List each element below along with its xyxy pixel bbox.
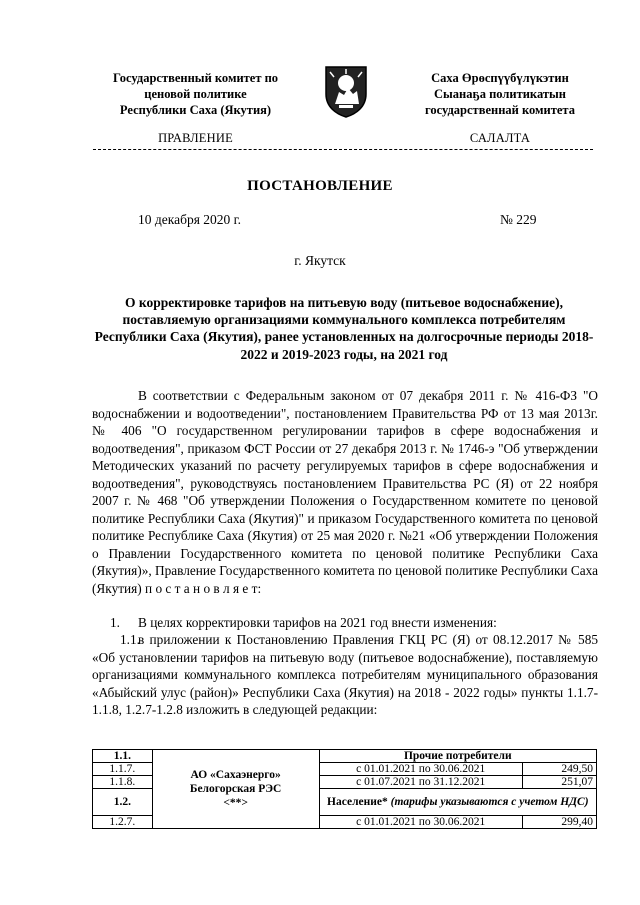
document-number: № 229 [500,212,537,227]
board-label-left: ПРАВЛЕНИЕ [158,131,233,145]
header-right-line-3: государственнай комитета [425,103,575,117]
row-code: 1.1.8. [93,776,153,789]
row-period: с 01.07.2021 по 31.12.2021 [319,776,522,789]
category-other-consumers: Прочие потребители [319,750,596,763]
row-code: 1.1. [93,750,153,763]
header-left-line-3: Республики Саха (Якутия) [119,103,272,117]
table-row [93,750,597,763]
header-left-line-1: Государственный комитет по [112,71,279,85]
org-line-2: Белогорская РЭС [189,783,282,795]
row-value: 299,40 [522,816,596,829]
header-right-line-2: Сыанаҕа политикатын [434,87,566,101]
header-right-org-name [385,70,615,118]
preamble-paragraph: В соответствии с Федеральным законом от 07 декабря 2011 г. № 416-ФЗ "О водоснабжении и водоотведении", постановлением Правительства РФ от 13 мая 2013г. № 406 "О государственном регулировании тарифов в сфере водоснабжения и водоотведения", приказом ФСТ России от 27 декабря 2013 г. № 1746-э "Об утверждении Методических указаний по расчету регулируемых тарифов в сфере водоснабжения и водоотведения", руководствуясь постановлением Правительства РС (Я) от 22 ноября 2007 г. № 468 "Об утверждении Положения о Государственном комитете по ценовой политике Республики Саха (Якутия)" и приказом Государственного комитета по ценовой политике Республике Саха (Якутия) от 25 мая 2020 г. №21 «Об утверждении Положения о Правлении Государственного комитета по ценовой политике Республики Саха (Якутия)», Правление Государственного комитета по ценовой политике Республики Саха (Якутия) п о с т а н о в л я е т: [92,388,598,596]
row-period: с 01.01.2021 по 30.06.2021 [319,763,522,776]
board-label-right: САЛАЛТА [469,131,531,145]
coat-of-arms-icon [322,64,370,118]
clause-1-text: В целях корректировки тарифов на 2021 год внести изменения: [138,615,497,630]
document-subject: О корректировке тарифов на питьевую воду (питьевое водоснабжение), поставляемую организациями коммунального комплекса потребителям Республики Саха (Якутия), ранее установленных на долгосрочные периоды 2018-2022 и 2019-2023 годы, на 2021 год [94,295,594,362]
header-right-line-1: Саха Өрөспүүбүлүкэтин [431,71,569,85]
clause-1-1 [92,631,598,719]
clause-1-1-number: 1.1. [120,632,140,647]
row-period: с 01.01.2021 по 30.06.2021 [319,816,522,829]
row-code: 1.2.7. [93,816,153,829]
document-city: г. Якутск [294,253,346,268]
clause-1 [92,614,598,632]
row-value: 251,07 [522,776,596,789]
header-left-org-name [88,70,303,118]
category-population [319,789,596,816]
document-date: 10 декабря 2020 г. [138,212,242,227]
org-line-3: <**> [223,797,248,809]
header-divider [93,149,593,150]
clause-1-number: 1. [110,615,120,630]
row-value: 249,50 [522,763,596,776]
clause-1-1-text: в приложении к Постановлению Правления ГКЦ РС (Я) от 08.12.2017 № 585 «Об установлении тарифов на питьевую воду (питьевое водоснабжение), поставляемую организациями коммунального комплекса потребителям муниципального образования «Абыйский улус (район)» Республики Саха (Якутия) на 2018 - 2022 годы» пункты 1.1.7-1.1.8, 1.2.7-1.2.8 изложить в следующей редакции: [92,632,598,717]
row-code: 1.2. [93,789,153,816]
org-line-1: АО «Сахаэнерго» [190,769,281,781]
row-code: 1.1.7. [93,763,153,776]
document-title: ПОСТАНОВЛЕНИЕ [247,178,393,194]
header-left-line-2: ценовой политике [144,87,247,101]
category-population-main: Население* [327,795,388,808]
organization-cell [152,750,319,829]
tariff-table [92,749,597,829]
category-population-note: (тарифы указываются с учетом НДС) [390,795,589,808]
